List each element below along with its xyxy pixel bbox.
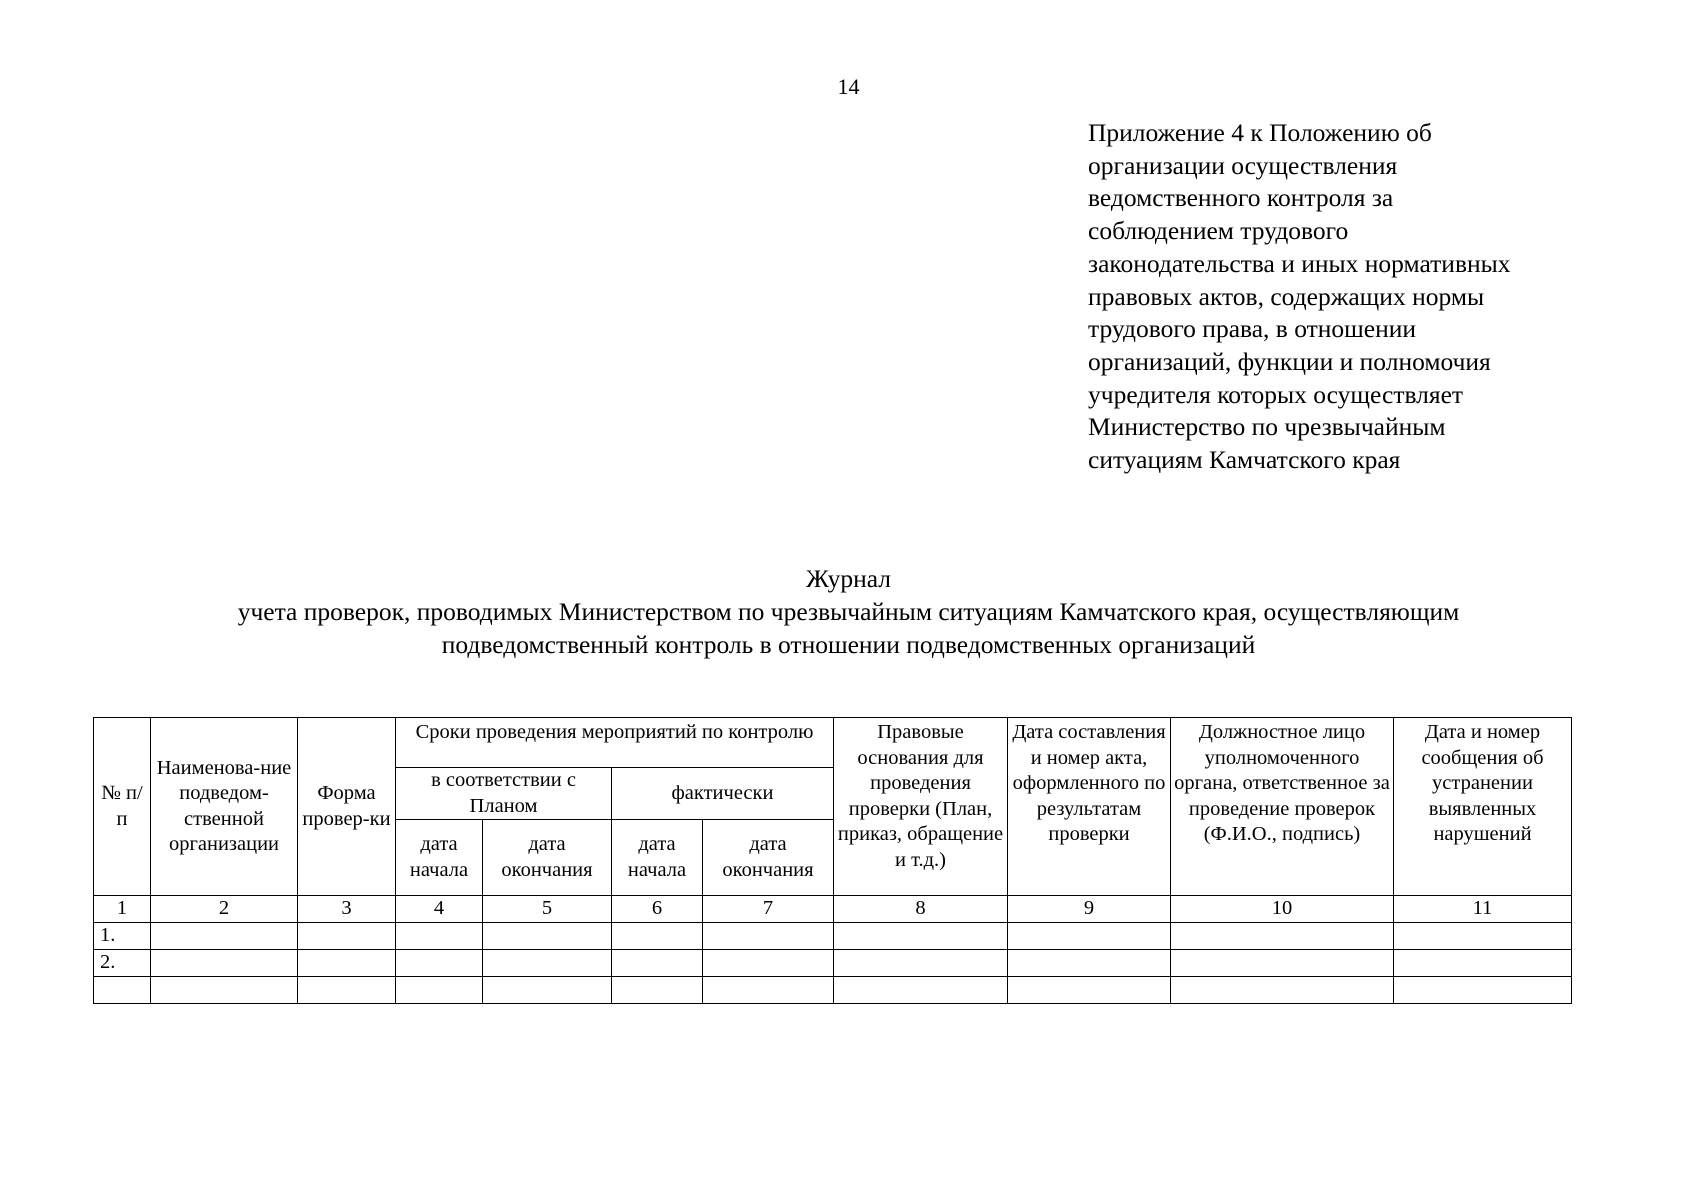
header-actual: фактически — [612, 768, 834, 820]
table-cell — [1008, 949, 1171, 976]
journal-title: Журнал — [805, 564, 892, 593]
column-number: 6 — [612, 896, 703, 923]
table-header-row — [94, 718, 1572, 768]
appendix-line: организации осуществления — [1088, 150, 1398, 180]
appendix-line: ведомственного контроля за — [1088, 183, 1394, 213]
appendix-line: законодательства и иных нормативных — [1088, 248, 1511, 278]
table-cell — [396, 976, 483, 1003]
table-cell — [612, 949, 703, 976]
table-cell — [151, 976, 298, 1003]
row-number: 2. — [94, 949, 151, 976]
column-number: 10 — [1171, 896, 1394, 923]
header-actual-start: дата начала — [612, 820, 703, 896]
column-number: 3 — [298, 896, 396, 923]
header-act-date: Дата составления и номер акта, оформленного по результатам проверки — [1008, 718, 1171, 896]
header-elimination: Дата и номер сообщения об устранении выявленных нарушений — [1394, 718, 1572, 896]
header-actual-end: дата окончания — [703, 820, 834, 896]
table-row — [94, 922, 1572, 949]
inspection-journal-table — [93, 717, 1572, 1004]
table-cell — [151, 949, 298, 976]
table-cell — [1394, 976, 1572, 1003]
table-cell — [396, 949, 483, 976]
table-cell — [612, 922, 703, 949]
table-cell — [703, 922, 834, 949]
appendix-line: Приложение 4 к Положению об — [1088, 118, 1432, 147]
table-cell — [298, 976, 396, 1003]
table-cell — [703, 949, 834, 976]
appendix-line: Министерство по чрезвычайным — [1088, 412, 1446, 442]
row-number: 1. — [94, 922, 151, 949]
table-cell — [1008, 976, 1171, 1003]
header-plan-end: дата окончания — [483, 820, 612, 896]
column-number: 11 — [1394, 896, 1572, 923]
table-cell — [1394, 922, 1572, 949]
appendix-line: ситуациям Камчатского края — [1088, 445, 1401, 475]
table-cell — [1394, 949, 1572, 976]
table-cell — [483, 922, 612, 949]
appendix-line: соблюдением трудового — [1088, 216, 1349, 246]
table-cell — [1171, 976, 1394, 1003]
appendix-line: учредителя которых осуществляет — [1088, 379, 1464, 409]
appendix-note — [1088, 117, 1588, 477]
appendix-line: правовых актов, содержащих нормы — [1088, 281, 1485, 311]
table-cell — [834, 922, 1008, 949]
appendix-line: организаций, функции и полномочия — [1088, 346, 1491, 376]
header-form: Форма провер-ки — [298, 718, 396, 896]
table-cell — [703, 976, 834, 1003]
table-cell — [834, 976, 1008, 1003]
header-terms: Сроки проведения мероприятий по контролю — [396, 718, 834, 768]
table-cell — [1171, 922, 1394, 949]
table-row — [94, 976, 1572, 1003]
row-number — [94, 976, 151, 1003]
table-cell — [396, 922, 483, 949]
header-plan: в соответствии с Планом — [396, 768, 612, 820]
table-cell — [1008, 922, 1171, 949]
column-number: 4 — [396, 896, 483, 923]
header-official: Должностное лицо уполномоченного органа, ответственное за проведение проверок (Ф.И.О., подпись) — [1171, 718, 1394, 896]
header-legal-basis: Правовые основания для проведения проверки (План, приказ, обращение и т.д.) — [834, 718, 1008, 896]
journal-subtitle-line: подведомственный контроль в отношении подведомственных организаций — [441, 630, 1256, 659]
table-cell — [298, 922, 396, 949]
journal-heading — [0, 562, 1697, 661]
column-number: 2 — [151, 896, 298, 923]
table-cell — [612, 976, 703, 1003]
column-number: 7 — [703, 896, 834, 923]
journal-subtitle-line: учета проверок, проводимых Министерством по чрезвычайным ситуациям Камчатского края, осуществляющим — [237, 597, 1460, 626]
header-plan-start: дата начала — [396, 820, 483, 896]
table-cell — [483, 949, 612, 976]
column-number: 1 — [94, 896, 151, 923]
table-cell — [834, 949, 1008, 976]
column-number-row — [94, 896, 1572, 923]
header-num: № п/п — [94, 718, 151, 896]
column-number: 8 — [834, 896, 1008, 923]
table-cell — [1171, 949, 1394, 976]
appendix-line: трудового права, в отношении — [1088, 314, 1417, 344]
table-cell — [298, 949, 396, 976]
table-row — [94, 949, 1572, 976]
column-number: 9 — [1008, 896, 1171, 923]
table-cell — [151, 922, 298, 949]
header-org-name: Наименова-ние подведом-ственной организации — [151, 718, 298, 896]
page-number: 14 — [837, 74, 860, 99]
table-cell — [483, 976, 612, 1003]
column-number: 5 — [483, 896, 612, 923]
